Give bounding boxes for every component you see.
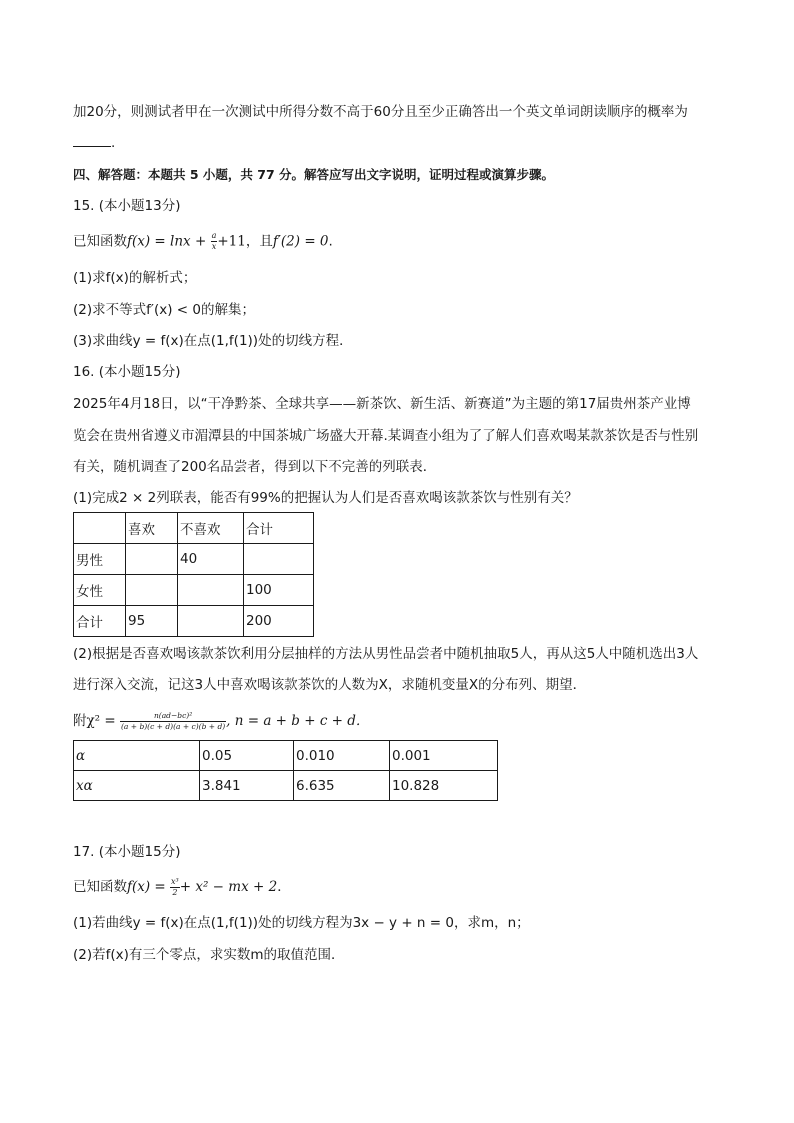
q16-part2-line2: 进行深入交流，记这3人中喜欢喝该款茶饮的人数为X，求随机变量X的分布列、期望．	[73, 677, 587, 693]
q15-part1: (1)求f(x)的解析式；	[73, 270, 197, 286]
q15-fraction: $\frac{a}{x}$	[211, 231, 217, 251]
table-row	[74, 544, 314, 575]
table-cell: 3.841	[200, 771, 294, 801]
table-row	[74, 741, 498, 771]
table-cell	[178, 575, 244, 606]
chi-square-fraction: $\frac{\text{n(ad−bc)²}}{(a + b)(c + d)(a + c)(b + d)}$	[121, 710, 226, 731]
q14-answer-blank-line: .	[73, 134, 115, 152]
table-cell: 合计	[74, 606, 126, 637]
critical-value-table	[73, 740, 498, 801]
table-cell: xα	[74, 771, 200, 801]
table-cell: 40	[178, 544, 244, 575]
q17-fraction: $\frac{\text{x³}}{2}$	[171, 876, 179, 897]
q17-header: 17. (本小题15分)	[73, 844, 181, 860]
table-cell: 喜欢	[126, 513, 178, 544]
contingency-table	[73, 512, 314, 637]
table-cell: 10.828	[390, 771, 498, 801]
answer-blank	[73, 134, 111, 147]
table-cell	[126, 575, 178, 606]
table-cell: 95	[126, 606, 178, 637]
table-row	[74, 771, 498, 801]
table-cell: 0.010	[294, 741, 390, 771]
q16-paragraph-line1: 2025年4月18日，以“干净黔茶、全球共享——新茶饮、新生活、新赛道”为主题的第17届贵州茶产业博	[73, 396, 691, 412]
table-cell	[178, 606, 244, 637]
table-cell	[74, 513, 126, 544]
q16-paragraph-line3: 有关，随机调查了200名品尝者，得到以下不完善的列联表．	[73, 459, 437, 475]
table-row	[74, 606, 314, 637]
table-cell: 合计	[244, 513, 314, 544]
table-cell: 不喜欢	[178, 513, 244, 544]
q16-part2-line1: (2)根据是否喜欢喝该款茶饮利用分层抽样的方法从男性品尝者中随机抽取5人，再从这5人中随机选出3人	[73, 646, 699, 662]
table-cell: 男性	[74, 544, 126, 575]
table-cell: 200	[244, 606, 314, 637]
chi-square-formula: 附χ² = $\frac{\text{n(ad−bc)²}}{(a + b)(c + d)(a + c)(b + d)}$ , n = a + b + c + d．	[73, 710, 370, 731]
q15-part2: (2)求不等式f′(x) < 0的解集；	[73, 302, 255, 318]
table-cell: 0.001	[390, 741, 498, 771]
q14-continuation: 加20分，则测试者甲在一次测试中所得分数不高于60分且至少正确答出一个英文单词朗读顺序的概率为	[73, 104, 688, 120]
q17-part1: (1)若曲线y = f(x)在点(1,f(1))处的切线方程为3x − y + n = 0，求m，n；	[73, 915, 530, 931]
q16-part1: (1)完成2 × 2列联表，能否有99%的把握认为人们是否喜欢喝该款茶饮与性别有关？	[73, 490, 578, 506]
q15-stem: 已知函数f(x) = lnx + $\frac{a}{x}$ +11，且f′(2) = 0.	[73, 231, 333, 251]
q16-header: 16. (本小题15分)	[73, 364, 181, 380]
table-cell	[126, 544, 178, 575]
q15-part3: (3)求曲线y = f(x)在点(1,f(1))处的切线方程．	[73, 333, 353, 349]
q17-part2: (2)若f(x)有三个零点，求实数m的取值范围．	[73, 947, 345, 963]
q17-stem: 已知函数f(x) = $\frac{\text{x³}}{2}$ + x² − mx + 2．	[73, 876, 291, 897]
table-row	[74, 575, 314, 606]
table-cell: 0.05	[200, 741, 294, 771]
table-cell: 女性	[74, 575, 126, 606]
table-cell: 6.635	[294, 771, 390, 801]
table-cell: α	[74, 741, 200, 771]
table-cell	[244, 544, 314, 575]
table-header-row	[74, 513, 314, 544]
q16-paragraph-line2: 览会在贵州省遵义市湄潭县的中国茶城广场盛大开幕.某调查小组为了了解人们喜欢喝某款茶饮是否与性别	[73, 428, 699, 444]
q15-header: 15. (本小题13分)	[73, 198, 181, 214]
section-header: 四、解答题：本题共 5 小题，共 77 分。解答应写出文字说明，证明过程或演算步骤。	[73, 167, 555, 182]
table-cell: 100	[244, 575, 314, 606]
